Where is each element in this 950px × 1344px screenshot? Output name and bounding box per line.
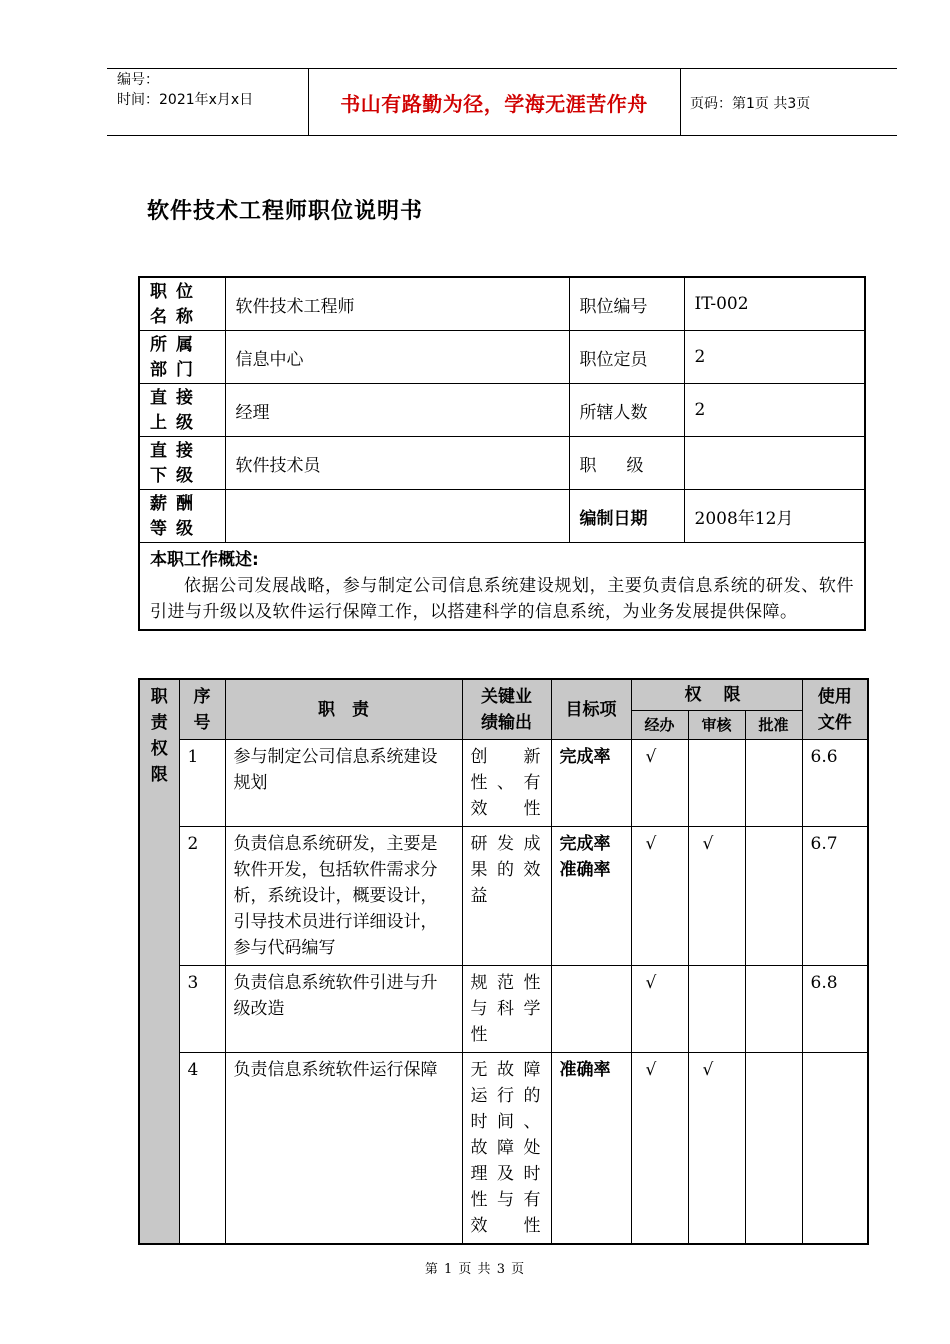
row-review-check: √ [688,827,745,966]
summary-text: 依据公司发展战略，参与制定公司信息系统建设规划，主要负责信息系统的研发、软件引进与升级以及软件运行保障工作，以搭建科学的信息系统，为业务发展提供保障。 [150,576,854,622]
header-meta [117,70,253,110]
info-label-2: 编制日期 [569,490,684,543]
row-manage-check: √ [631,827,688,966]
header-top-rule [107,68,897,69]
header-target: 目标项 [551,679,631,740]
row-doc: 6.7 [802,827,868,966]
table-row [139,966,868,1053]
info-value [225,490,569,543]
header-number-label: 编号： [117,72,159,88]
row-seq: 2 [179,827,225,966]
header-seq-text: 序号 [193,686,211,733]
header-authority: 权 限 [631,679,802,711]
row-kpi: 规范性与科学性 [462,966,551,1053]
duty-authority-table [138,678,869,1245]
info-row [139,384,865,437]
header-kpi-text: 关键业绩输出 [481,686,532,733]
info-row [139,277,865,331]
table-row [139,740,868,827]
row-target: 完成率 [551,740,631,827]
header-doc-text: 使用文件 [817,686,852,733]
row-seq: 1 [179,740,225,827]
row-doc [802,1053,868,1245]
info-value-2: 2008年12月 [684,490,865,543]
row-review-check: √ [688,1053,745,1245]
header-time-label: 时间：2021年x月x日 [117,92,254,108]
info-value: 软件技术工程师 [225,277,569,331]
header-motto: 书山有路勤为径，学海无涯苦作舟 [340,92,648,116]
row-review-check [688,966,745,1053]
info-value-2 [684,437,865,490]
info-row [139,331,865,384]
info-value-2: 2 [684,384,865,437]
info-label: 职位名称 [139,277,225,331]
page-footer: 第 1 页 共 3 页 [424,1262,526,1277]
info-row [139,490,865,543]
position-info-table [138,276,866,631]
header-approve: 批准 [745,711,802,740]
summary-row [139,543,865,631]
document-title: 软件技术工程师职位说明书 [147,199,424,224]
header-bottom-rule [107,135,897,136]
side-label-text: 职责权限 [150,687,168,785]
summary-heading: 本职工作概述: [150,550,259,570]
info-label: 所属部门 [139,331,225,384]
info-label-2: 职位定员 [569,331,684,384]
row-approve-check [745,827,802,966]
info-value-2: IT-002 [684,277,865,331]
row-manage-check: √ [631,966,688,1053]
header-seq [179,679,225,740]
header-review: 审核 [688,711,745,740]
row-target: 准确率 [551,1053,631,1245]
summary-cell [139,543,865,631]
row-seq: 3 [179,966,225,1053]
row-doc: 6.6 [802,740,868,827]
row-kpi: 创新性、有效性 [462,740,551,827]
row-duty: 负责信息系统软件运行保障 [225,1053,462,1245]
table-header-row [139,679,868,711]
row-review-check [688,740,745,827]
row-target [551,966,631,1053]
header-kpi [462,679,551,740]
info-label-2: 职位编号 [569,277,684,331]
row-manage-check: √ [631,1053,688,1245]
row-approve-check [745,740,802,827]
info-value: 信息中心 [225,331,569,384]
row-approve-check [745,1053,802,1245]
info-value-2: 2 [684,331,865,384]
info-value: 经理 [225,384,569,437]
row-target [551,827,631,966]
info-label: 直接下级 [139,437,225,490]
header-doc [802,679,868,740]
row-duty: 参与制定公司信息系统建设规划 [225,740,462,827]
info-label: 直接上级 [139,384,225,437]
info-value: 软件技术员 [225,437,569,490]
row-kpi: 研发成果的效益 [462,827,551,966]
info-label-2: 所辖人数 [569,384,684,437]
row-target-text: 完成率准确率 [559,834,611,880]
header-page-info: 页码：第1页 共3页 [690,96,811,112]
row-seq: 4 [179,1053,225,1245]
header-manage: 经办 [631,711,688,740]
header-divider-right [680,68,681,135]
row-duty: 负责信息系统软件引进与升级改造 [225,966,462,1053]
row-doc: 6.8 [802,966,868,1053]
row-kpi: 无故障运行的时间、故障处理及时性与有效性 [462,1053,551,1245]
row-approve-check [745,966,802,1053]
info-row [139,437,865,490]
header-duty: 职 责 [225,679,462,740]
table-row [139,827,868,966]
info-label: 薪酬等级 [139,490,225,543]
info-label-2: 职级 [569,437,684,490]
side-label [139,679,179,1244]
table-row [139,1053,868,1245]
row-duty: 负责信息系统研发，主要是软件开发，包括软件需求分析，系统设计，概要设计，引导技术员进行详细设计，参与代码编写 [225,827,462,966]
row-manage-check: √ [631,740,688,827]
